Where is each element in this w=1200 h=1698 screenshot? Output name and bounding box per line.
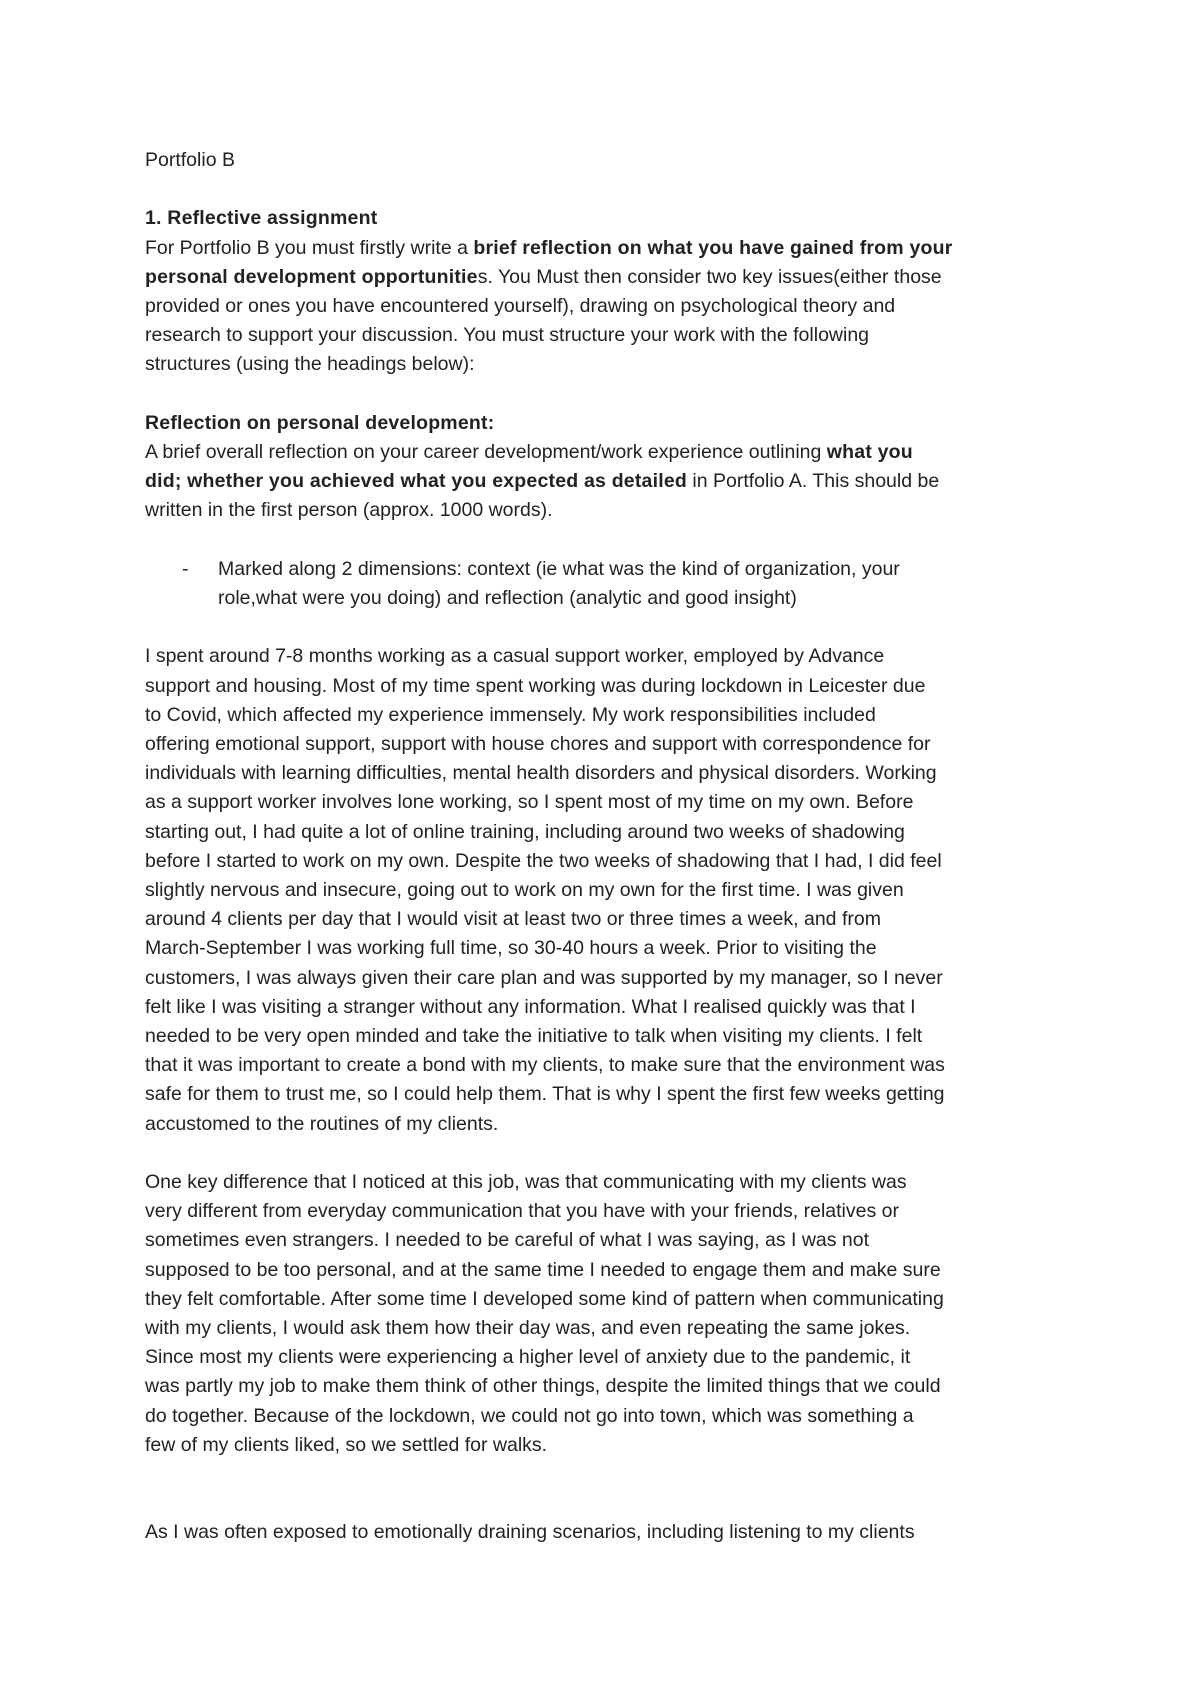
spacer <box>145 1489 1065 1518</box>
reflection-intro-bold-text: what you <box>826 441 913 463</box>
paragraph-3 <box>145 1518 1065 1547</box>
paragraph-line: needed to be very open minded and take the initiative to talk when visiting my clients. I felt <box>145 1025 923 1048</box>
reflection-intro-line-3: written in the first person (approx. 1000 words). <box>145 499 553 522</box>
paragraph-line: very different from everyday communication that you have with your friends, relatives or <box>145 1200 899 1223</box>
paragraph-line: sometimes even strangers. I needed to be careful of what I was saying, as I was not <box>145 1229 870 1252</box>
document-title: Portfolio B <box>145 149 235 171</box>
paragraph-line: As I was often exposed to emotionally draining scenarios, including listening to my clients <box>145 1521 915 1544</box>
paragraph-line: I spent around 7-8 months working as a casual support worker, employed by Advance <box>145 645 885 668</box>
paragraph-line: March-September I was working full time, so 30-40 hours a week. Prior to visiting the <box>145 937 877 960</box>
document-body <box>145 146 1065 1548</box>
reflection-intro-bold-text: did; whether you achieved what you expected as detailed <box>145 470 687 493</box>
intro-line-1 <box>145 234 1065 263</box>
intro-text: s. You Must then consider two key issues(either those <box>477 265 942 288</box>
paragraph-line: to Covid, which affected my experience immensely. My work responsibilities included <box>145 703 876 726</box>
spacer <box>145 613 1065 642</box>
paragraph-line: slightly nervous and insecure, going out to work on my own for the first time. I was given <box>145 879 904 902</box>
intro-bold-text: personal development opportunitie <box>145 265 478 288</box>
paragraph-line: with my clients, I would ask them how their day was, and even repeating the same jokes. <box>145 1317 911 1340</box>
paragraph-line: Since most my clients were experiencing a higher level of anxiety due to the pandemic, it <box>145 1346 911 1369</box>
paragraph-line: around 4 clients per day that I would visit at least two or three times a week, and from <box>145 908 881 931</box>
reflection-intro-text: in Portfolio A. This should be <box>686 470 940 493</box>
intro-bold-text: brief reflection on what you have gained from your <box>473 236 953 259</box>
paragraph-line: individuals with learning difficulties, mental health disorders and physical disorders. Working <box>145 762 937 785</box>
paragraph-line: customers, I was always given their care plan and was supported by my manager, so I never <box>145 966 943 989</box>
paragraph-line: was partly my job to make them think of other things, despite the limited things that we could <box>145 1375 941 1398</box>
intro-line-3: provided or ones you have encountered yourself), drawing on psychological theory and <box>145 295 896 317</box>
bullet-line-1: Marked along 2 dimensions: context (ie what was the kind of organization, your <box>218 557 900 580</box>
paragraph-line: safe for them to trust me, so I could help them. That is why I spent the first few weeks getting <box>145 1083 945 1106</box>
paragraph-line: One key difference that I noticed at this job, was that communicating with my clients was <box>145 1171 907 1194</box>
reflection-intro-line-1 <box>145 438 1065 467</box>
intro-line-5: structures (using the headings below): <box>145 353 475 376</box>
paragraph-line: as a support worker involves lone working, so I spent most of my time on my own. Before <box>145 791 914 814</box>
section-heading-text: Reflection on personal development: <box>145 411 495 434</box>
bullet-item <box>145 555 1065 613</box>
section-heading-text: 1. Reflective assignment <box>145 207 378 230</box>
paragraph-line: offering emotional support, support with house chores and support with correspondence for <box>145 733 931 755</box>
paragraph-line: few of my clients liked, so we settled for walks. <box>145 1433 548 1456</box>
paragraph-line: support and housing. Most of my time spent working was during lockdown in Leicester due <box>145 674 926 697</box>
intro-line-4: research to support your discussion. You must structure your work with the following <box>145 324 870 347</box>
paragraph-line: starting out, I had quite a lot of online training, including around two weeks of shadowing <box>145 820 905 843</box>
paragraph-line: they felt comfortable. After some time I developed some kind of pattern when communicating <box>145 1287 944 1310</box>
spacer <box>145 380 1065 409</box>
paragraph-line: before I started to work on my own. Despite the two weeks of shadowing that I had, I did feel <box>145 849 942 872</box>
paragraph-line: that it was important to create a bond with my clients, to make sure that the environment was <box>145 1054 945 1077</box>
spacer <box>145 175 1065 204</box>
paragraph-line: supposed to be too personal, and at the same time I needed to engage them and make sure <box>145 1258 941 1281</box>
paragraph-line: do together. Because of the lockdown, we could not go into town, which was something a <box>145 1404 914 1427</box>
bullet-line-2: role,what were you doing) and reflection (analytic and good insight) <box>218 587 797 609</box>
reflection-intro-text: A brief overall reflection on your career development/work experience outlining <box>145 441 827 463</box>
intro-text: For Portfolio B you must firstly write a <box>145 236 474 259</box>
spacer <box>145 526 1065 555</box>
paragraph-1 <box>145 642 1065 1138</box>
paragraph-2 <box>145 1168 1065 1460</box>
spacer <box>145 1139 1065 1168</box>
reflection-intro-line-2 <box>145 467 1065 496</box>
section-heading-reflective-assignment <box>145 204 1065 233</box>
bullet-dash: - <box>182 557 189 580</box>
intro-line-2 <box>145 263 1065 292</box>
spacer <box>145 1460 1065 1489</box>
paragraph-line: accustomed to the routines of my clients. <box>145 1112 499 1135</box>
paragraph-line: felt like I was visiting a stranger without any information. What I realised quickly was that I <box>145 995 916 1018</box>
section-heading-reflection <box>145 409 1065 438</box>
